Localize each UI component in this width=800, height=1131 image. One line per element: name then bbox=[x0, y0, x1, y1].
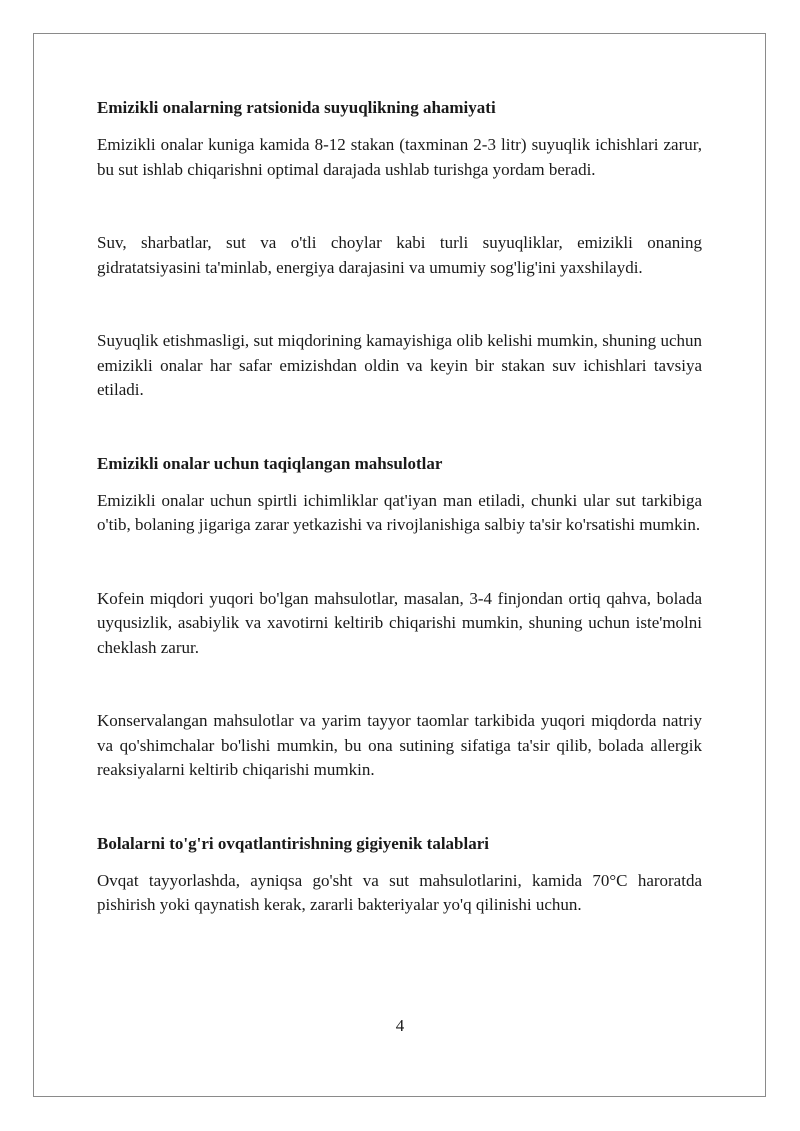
section-heading: Emizikli onalarning ratsionida suyuqlikning ahamiyati bbox=[97, 98, 496, 117]
paragraph: Suyuqlik etishmasligi, sut miqdorining kamayishiga olib kelishi mumkin, shuning uchun emizikli onalar har safar emizishdan oldin va keyin bir stakan suv ichishlari tavsiya etiladi. bbox=[97, 331, 702, 399]
paragraph: Kofein miqdori yuqori bo'lgan mahsulotlar, masalan, 3-4 finjondan ortiq qahva, bolada uyqusizlik, asabiylik va xavotirni keltirib chiqarishi mumkin, shuning uchun iste'molni cheklash zarur. bbox=[97, 588, 702, 657]
page-number: 4 bbox=[395, 1016, 405, 1035]
document-body bbox=[97, 96, 702, 918]
paragraph: Emizikli onalar kuniga kamida 8-12 stakan (taxminan 2-3 litr) suyuqlik ichishlari zarur, bu sut ishlab chiqarishni optimal darajada ushlab turishga yordam beradi. bbox=[97, 135, 702, 179]
section-heading: Emizikli onalar uchun taqiqlangan mahsulotlar bbox=[97, 453, 443, 473]
paragraph: Suv, sharbatlar, sut va o'tli choylar kabi turli suyuqliklar, emizikli onaning gidratatsiyasini ta'minlab, energiya darajasini va umumiy sog'lig'ini yaxshilaydi. bbox=[97, 233, 702, 277]
section-heading: Bolalarni to'g'ri ovqatlantirishning gigiyenik talablari bbox=[97, 833, 489, 853]
paragraph: Ovqat tayyorlashda, ayniqsa go'sht va sut mahsulotlarini, kamida 70°C haroratda pishirish yoki qaynatish kerak, zararli bakteriyalar yo'q qilinishi uchun. bbox=[97, 870, 702, 914]
paragraph: Konservalangan mahsulotlar va yarim tayyor taomlar tarkibida yuqori miqdorda natriy va qo'shimchalar bo'lishi mumkin, bu ona sutining sifatiga ta'sir qilib, bolada allergik reaksiyalarni keltirib chiqarishi mumkin. bbox=[97, 711, 702, 779]
section-forbidden-products bbox=[97, 452, 702, 783]
paragraph: Emizikli onalar uchun spirtli ichimliklar qat'iyan man etiladi, chunki ular sut tarkibiga o'tib, bolaning jigariga zarar yetkazishi va rivojlanishiga salbiy ta'sir ko'rsatishi mumkin. bbox=[97, 490, 702, 534]
section-fluids bbox=[97, 96, 702, 403]
section-hygiene-requirements bbox=[97, 832, 702, 918]
